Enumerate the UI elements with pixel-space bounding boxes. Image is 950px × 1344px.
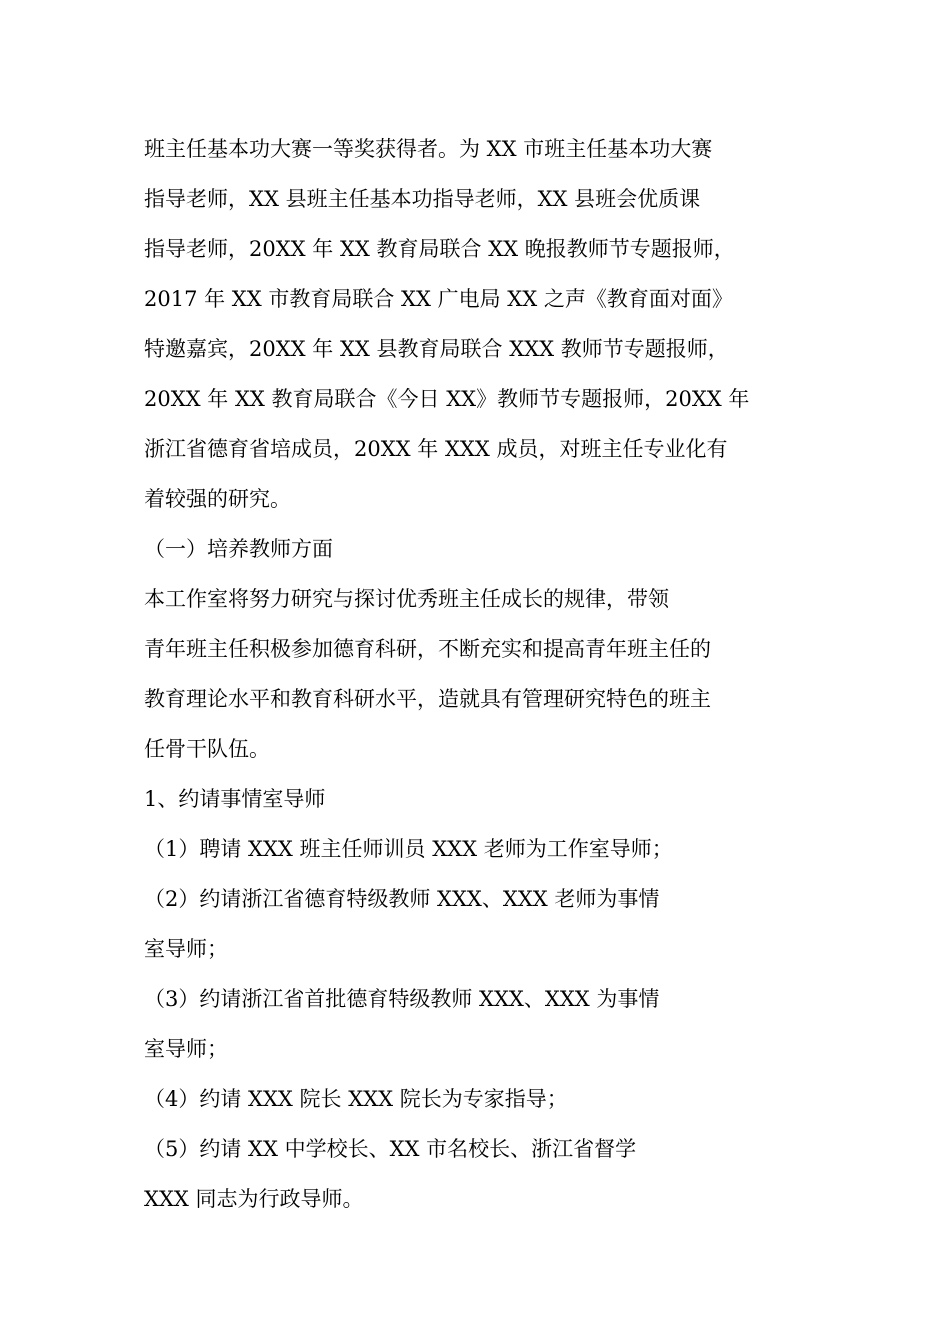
- paragraph-line-2: 指导老师，XX 县班主任基本功指导老师，XX 县班会优质课: [144, 187, 701, 211]
- paragraph-line-8: 着较强的研究。: [144, 487, 291, 511]
- paragraph-line-5: 特邀嘉宾，20XX 年 XX 县教育局联合 XXX 教师节专题报师，: [144, 337, 729, 361]
- section-heading: （一）培养教师方面: [144, 537, 333, 561]
- paragraph-line-4: 2017 年 XX 市教育局联合 XX 广电局 XX 之声《教育面对面》: [144, 287, 733, 311]
- paragraph-line-1: 班主任基本功大赛一等奖获得者。为 XX 市班主任基本功大赛: [144, 137, 713, 161]
- list-item-3: （3）约请浙江省首批德育特级教师 XXX、XXX 为事情: [144, 987, 660, 1011]
- list-item-1: （1）聘请 XXX 班主任师训员 XXX 老师为工作室导师；: [144, 837, 673, 861]
- list-item-5-continued: XXX 同志为行政导师。: [144, 1187, 364, 1211]
- list-item-3-continued: 室导师；: [144, 1037, 228, 1061]
- paragraph-line-11: 青年班主任积极参加德育科研，不断充实和提高青年班主任的: [144, 637, 711, 661]
- list-item-2: （2）约请浙江省德育特级教师 XXX、XXX 老师为事情: [144, 887, 660, 911]
- paragraph-line-7: 浙江省德育省培成员，20XX 年 XXX 成员，对班主任专业化有: [144, 437, 728, 461]
- paragraph-line-12: 教育理论水平和教育科研水平，造就具有管理研究特色的班主: [144, 687, 711, 711]
- list-item-4: （4）约请 XXX 院长 XXX 院长为专家指导；: [144, 1087, 568, 1111]
- paragraph-line-6: 20XX 年 XX 教育局联合《今日 XX》教师节专题报师，20XX 年: [144, 387, 750, 411]
- paragraph-line-3: 指导老师，20XX 年 XX 教育局联合 XX 晚报教师节专题报师，: [144, 237, 735, 261]
- paragraph-line-10: 本工作室将努力研究与探讨优秀班主任成长的规律，带领: [144, 587, 669, 611]
- subsection-heading: 1、约请事情室导师: [144, 787, 326, 811]
- list-item-2-continued: 室导师；: [144, 937, 228, 961]
- list-item-5: （5）约请 XX 中学校长、XX 市名校长、浙江省督学: [144, 1137, 637, 1161]
- paragraph-line-13: 任骨干队伍。: [144, 737, 270, 761]
